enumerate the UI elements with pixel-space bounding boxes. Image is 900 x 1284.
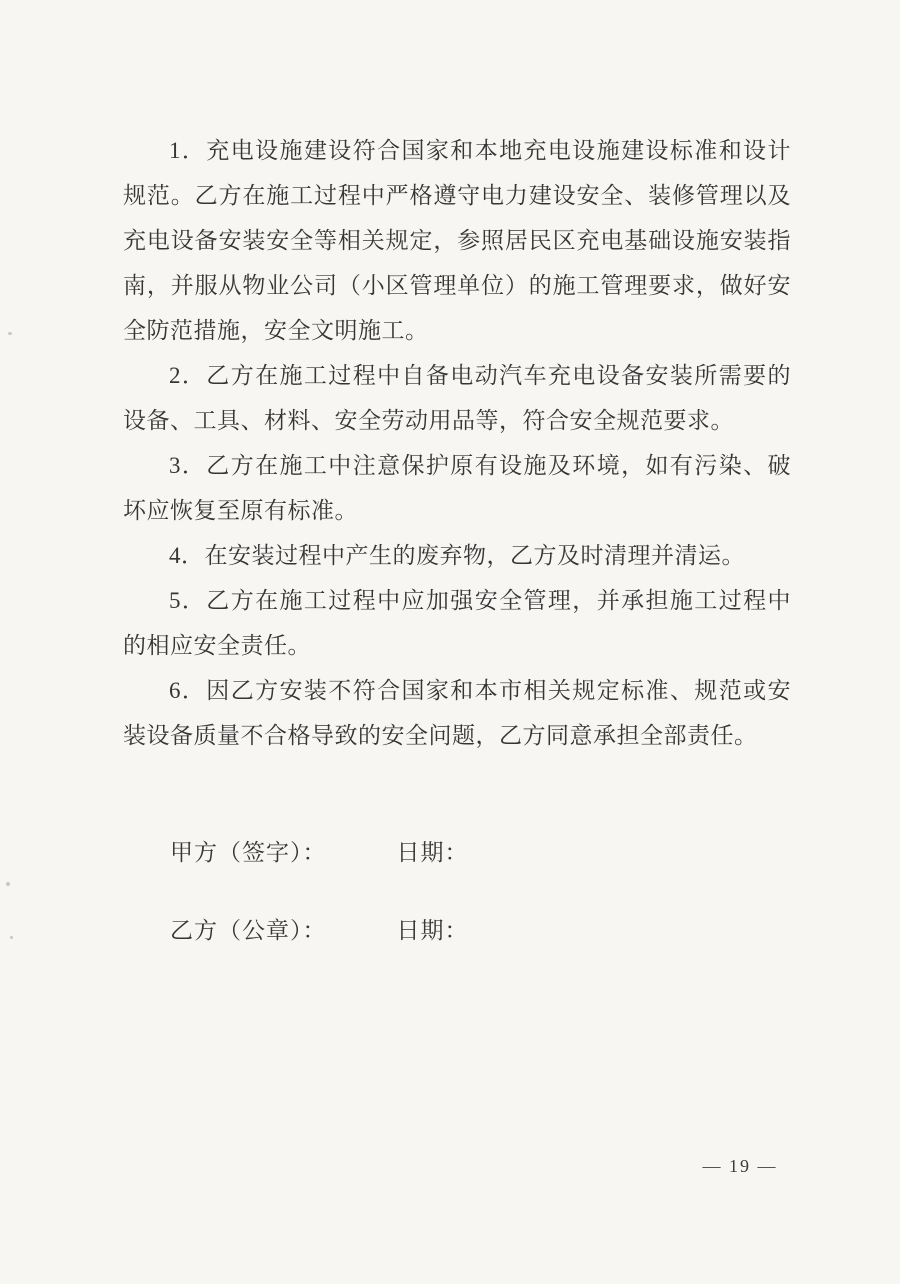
contract-body [123,128,791,758]
scan-speck [6,882,10,886]
clause-2: 2．乙方在施工过程中自备电动汽车充电设备安装所需要的设备、工具、材料、安全劳动用品等，符合安全规范要求。 [123,363,791,433]
party-b-date-label: 日期： [396,918,469,943]
scan-speck [8,332,12,335]
clause-3: 3．乙方在施工中注意保护原有设施及环境，如有污染、破坏应恢复至原有标准。 [123,453,791,523]
party-b-seal-label: 乙方（公章）： [170,918,327,943]
scan-speck [10,936,13,939]
party-a-date-label: 日期： [396,840,469,865]
clause-5: 5．乙方在施工过程中应加强安全管理，并承担施工过程中的相应安全责任。 [123,588,791,658]
party-b-seal-row [123,918,791,944]
clause-6: 6．因乙方安装不符合国家和本市相关规定标准、规范或安装设备质量不合格导致的安全问题，乙方同意承担全部责任。 [123,678,791,748]
clause-4: 4．在安装过程中产生的废弃物，乙方及时清理并清运。 [169,543,745,568]
party-a-signature-row [123,840,791,866]
clause-1: 1．充电设施建设符合国家和本地充电设施建设标准和设计规范。乙方在施工过程中严格遵守电力建设安全、装修管理以及充电设备安装安全等相关规定，参照居民区充电基础设施安装指南，并服从物业公司（小区管理单位）的施工管理要求，做好安全防范措施，安全文明施工。 [123,138,791,343]
page-number: — 19 — [702,1156,778,1176]
party-a-signature-label: 甲方（签字）： [170,840,327,865]
